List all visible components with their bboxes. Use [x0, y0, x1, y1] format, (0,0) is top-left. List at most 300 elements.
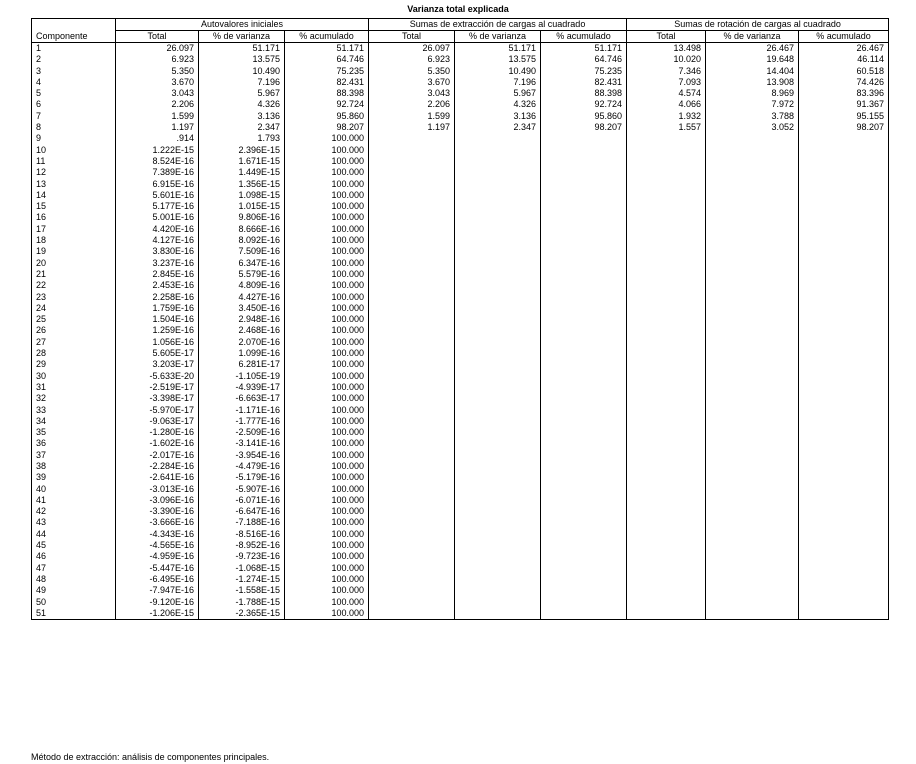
table-cell: 100.000 [285, 540, 369, 551]
table-cell [541, 212, 627, 223]
table-cell: 4.574 [627, 88, 706, 99]
table-cell [627, 179, 706, 190]
table-cell [627, 416, 706, 427]
table-cell: 1.932 [627, 111, 706, 122]
table-cell: -1.558E-15 [199, 585, 285, 596]
table-cell [799, 608, 889, 620]
table-cell [369, 506, 455, 517]
component-number-cell: 19 [36, 246, 47, 257]
table-cell [541, 597, 627, 608]
table-row [32, 212, 889, 223]
table-cell [627, 540, 706, 551]
table-cell: 5.177E-16 [116, 201, 199, 212]
component-number-cell: 10 [36, 144, 47, 155]
table-row [32, 382, 889, 393]
table-row [32, 348, 889, 359]
table-cell: 100.000 [285, 348, 369, 359]
table-cell [627, 495, 706, 506]
component-number-cell: 21 [36, 268, 47, 279]
component-number-cell: 51 [36, 607, 47, 618]
table-cell: 100.000 [285, 371, 369, 382]
component-number-cell: 45 [36, 540, 47, 551]
table-cell [799, 179, 889, 190]
table-cell: 1.222E-15 [116, 145, 199, 156]
table-cell [455, 529, 541, 540]
table-cell: -9.063E-17 [116, 416, 199, 427]
table-cell: 100.000 [285, 292, 369, 303]
table-cell: 51.171 [455, 43, 541, 55]
table-cell: 100.000 [285, 314, 369, 325]
table-cell: 100.000 [285, 179, 369, 190]
table-cell [541, 495, 627, 506]
table-cell [369, 269, 455, 280]
table-row [32, 495, 889, 506]
table-cell: 100.000 [285, 212, 369, 223]
table-cell: 3.450E-16 [199, 303, 285, 314]
table-cell: 2.206 [116, 99, 199, 110]
table-cell [706, 574, 799, 585]
table-cell: -1.788E-15 [199, 597, 285, 608]
table-cell [455, 597, 541, 608]
table-cell: 26.467 [706, 43, 799, 55]
table-cell [627, 325, 706, 336]
table-cell [369, 597, 455, 608]
table-cell [369, 563, 455, 574]
table-cell [455, 303, 541, 314]
table-cell [541, 190, 627, 201]
table-row [32, 416, 889, 427]
table-cell [369, 348, 455, 359]
table-cell [799, 280, 889, 291]
table-cell [541, 438, 627, 449]
table-cell: 100.000 [285, 224, 369, 235]
component-number-cell: 41 [36, 494, 47, 505]
table-cell [706, 484, 799, 495]
table-cell: 100.000 [285, 235, 369, 246]
table-cell: 26.097 [116, 43, 199, 55]
table-cell [627, 405, 706, 416]
table-cell [455, 292, 541, 303]
table-cell: 100.000 [285, 529, 369, 540]
table-cell: -6.663E-17 [199, 393, 285, 404]
table-cell [541, 608, 627, 620]
table-cell [455, 258, 541, 269]
table-cell [627, 517, 706, 528]
component-number-cell: 30 [36, 370, 47, 381]
table-cell [369, 179, 455, 190]
table-cell: 7.346 [627, 66, 706, 77]
table-cell: 3.670 [116, 77, 199, 88]
table-cell [455, 495, 541, 506]
table-cell: 100.000 [285, 393, 369, 404]
table-cell [369, 167, 455, 178]
table-cell: 51.171 [285, 43, 369, 55]
table-cell [369, 472, 455, 483]
table-row [32, 190, 889, 201]
table-cell: 1.599 [369, 111, 455, 122]
table-cell: 8.524E-16 [116, 156, 199, 167]
table-cell: 82.431 [541, 77, 627, 88]
table-cell [706, 405, 799, 416]
table-cell: 3.830E-16 [116, 246, 199, 257]
table-cell [541, 280, 627, 291]
table-cell: 100.000 [285, 563, 369, 574]
table-cell [706, 348, 799, 359]
table-cell [706, 337, 799, 348]
table-row [32, 66, 889, 77]
table-cell [541, 337, 627, 348]
component-number-cell: 6 [36, 99, 42, 110]
table-cell [541, 179, 627, 190]
group-header-rotation-sums: Sumas de rotación de cargas al cuadrado [627, 19, 889, 31]
table-cell [706, 393, 799, 404]
table-cell: 3.136 [455, 111, 541, 122]
table-row [32, 258, 889, 269]
table-cell [706, 303, 799, 314]
table-cell [541, 529, 627, 540]
table-cell: 5.967 [199, 88, 285, 99]
component-number-cell: 24 [36, 302, 47, 313]
table-cell [541, 450, 627, 461]
table-cell [541, 145, 627, 156]
table-cell [627, 438, 706, 449]
table-cell [799, 529, 889, 540]
table-row [32, 551, 889, 562]
component-number-cell: 43 [36, 517, 47, 528]
table-cell [799, 269, 889, 280]
table-row [32, 303, 889, 314]
table-cell: -3.390E-16 [116, 506, 199, 517]
table-cell: 98.207 [799, 122, 889, 133]
table-cell: 4.066 [627, 99, 706, 110]
component-number-cell: 28 [36, 348, 47, 359]
table-cell [541, 461, 627, 472]
table-cell: 100.000 [285, 246, 369, 257]
table-cell: 88.398 [541, 88, 627, 99]
table-cell [369, 461, 455, 472]
component-number-cell: 8 [36, 122, 42, 133]
table-cell [455, 224, 541, 235]
table-cell: 100.000 [285, 484, 369, 495]
table-cell: -1.777E-16 [199, 416, 285, 427]
component-number-cell: 9 [36, 133, 42, 144]
table-cell: 2.468E-16 [199, 325, 285, 336]
table-cell [369, 495, 455, 506]
table-cell: 92.724 [285, 99, 369, 110]
component-number-cell: 46 [36, 551, 47, 562]
component-number-cell: 22 [36, 280, 47, 291]
table-title: Varianza total explicada [407, 4, 509, 14]
table-cell [799, 246, 889, 257]
table-cell [369, 325, 455, 336]
component-number-cell: 12 [36, 167, 47, 178]
table-cell [455, 540, 541, 551]
table-cell [455, 393, 541, 404]
table-cell [369, 314, 455, 325]
component-number-cell: 16 [36, 212, 47, 223]
table-cell [799, 416, 889, 427]
table-cell [627, 337, 706, 348]
table-cell: 1.793 [199, 133, 285, 144]
table-cell: -3.141E-16 [199, 438, 285, 449]
table-cell [455, 371, 541, 382]
table-cell: 1.056E-16 [116, 337, 199, 348]
table-cell [799, 517, 889, 528]
table-cell: 13.908 [706, 77, 799, 88]
table-cell: 100.000 [285, 585, 369, 596]
component-number-cell: 47 [36, 562, 47, 573]
table-row [32, 529, 889, 540]
table-cell: -2.509E-16 [199, 427, 285, 438]
table-cell [541, 574, 627, 585]
table-cell [541, 517, 627, 528]
component-number-cell: 1 [36, 43, 42, 53]
component-number-cell: 42 [36, 506, 47, 517]
component-number-cell: 35 [36, 427, 47, 438]
table-cell: -5.447E-16 [116, 563, 199, 574]
table-cell [799, 235, 889, 246]
table-cell [799, 325, 889, 336]
table-cell [799, 382, 889, 393]
table-cell [455, 484, 541, 495]
table-cell [706, 359, 799, 370]
table-cell [706, 235, 799, 246]
table-cell: 74.426 [799, 77, 889, 88]
table-cell [369, 438, 455, 449]
table-cell [455, 506, 541, 517]
table-cell [369, 450, 455, 461]
table-cell [627, 133, 706, 144]
table-cell [627, 574, 706, 585]
table-cell: 64.746 [285, 54, 369, 65]
table-cell: -1.171E-16 [199, 405, 285, 416]
table-row [32, 371, 889, 382]
table-cell [455, 438, 541, 449]
table-cell [541, 585, 627, 596]
table-cell: 100.000 [285, 608, 369, 620]
table-cell [706, 314, 799, 325]
table-cell [799, 212, 889, 223]
table-cell [369, 382, 455, 393]
table-row [32, 517, 889, 528]
col-header-total: Total [369, 31, 455, 43]
table-cell: 2.453E-16 [116, 280, 199, 291]
table-cell [455, 314, 541, 325]
component-number-cell: 50 [36, 596, 47, 607]
table-cell: 7.972 [706, 99, 799, 110]
table-cell: 95.155 [799, 111, 889, 122]
table-cell [706, 145, 799, 156]
table-cell [706, 472, 799, 483]
table-cell [627, 506, 706, 517]
table-row [32, 427, 889, 438]
table-cell [455, 359, 541, 370]
table-cell: 1.099E-16 [199, 348, 285, 359]
table-cell: 100.000 [285, 506, 369, 517]
table-cell: -2.017E-16 [116, 450, 199, 461]
table-cell [627, 585, 706, 596]
table-cell [455, 167, 541, 178]
table-cell [706, 438, 799, 449]
table-cell [369, 156, 455, 167]
table-cell [627, 371, 706, 382]
table-cell [706, 224, 799, 235]
table-cell: -3.666E-16 [116, 517, 199, 528]
table-cell [541, 484, 627, 495]
table-cell [799, 551, 889, 562]
table-row [32, 563, 889, 574]
table-cell: 100.000 [285, 359, 369, 370]
table-cell: 8.969 [706, 88, 799, 99]
table-cell [799, 427, 889, 438]
table-cell: 1.259E-16 [116, 325, 199, 336]
col-header-pct-variance: % de varianza [199, 31, 285, 43]
table-cell: 13.575 [455, 54, 541, 65]
table-cell [541, 540, 627, 551]
table-cell: 2.948E-16 [199, 314, 285, 325]
table-cell: 100.000 [285, 597, 369, 608]
table-cell [455, 201, 541, 212]
table-cell [799, 597, 889, 608]
table-cell: 88.398 [285, 88, 369, 99]
table-cell: 100.000 [285, 495, 369, 506]
table-cell [369, 303, 455, 314]
table-row [32, 359, 889, 370]
table-cell: -5.633E-20 [116, 371, 199, 382]
table-cell [455, 608, 541, 620]
table-cell [541, 427, 627, 438]
table-cell: 26.097 [369, 43, 455, 55]
col-header-pct-variance: % de varianza [455, 31, 541, 43]
table-cell [799, 540, 889, 551]
component-number-cell: 17 [36, 223, 47, 234]
table-cell [706, 529, 799, 540]
table-cell: 13.498 [627, 43, 706, 55]
component-number-cell: 20 [36, 257, 47, 268]
table-cell: 19.648 [706, 54, 799, 65]
table-cell [799, 224, 889, 235]
component-number-cell: 44 [36, 528, 47, 539]
table-row [32, 461, 889, 472]
table-cell [369, 574, 455, 585]
table-cell: 100.000 [285, 258, 369, 269]
table-row [32, 540, 889, 551]
table-row [32, 472, 889, 483]
table-cell: 9.806E-16 [199, 212, 285, 223]
table-cell: 83.396 [799, 88, 889, 99]
table-cell: 3.203E-17 [116, 359, 199, 370]
table-cell [369, 585, 455, 596]
table-cell [541, 224, 627, 235]
table-cell [369, 235, 455, 246]
table-cell: 5.001E-16 [116, 212, 199, 223]
component-number-cell: 32 [36, 393, 47, 404]
table-cell: 95.860 [541, 111, 627, 122]
table-cell: -6.071E-16 [199, 495, 285, 506]
table-cell: 10.490 [199, 66, 285, 77]
table-cell: 2.347 [455, 122, 541, 133]
table-cell: 75.235 [285, 66, 369, 77]
table-cell: 3.237E-16 [116, 258, 199, 269]
table-cell: -5.179E-16 [199, 472, 285, 483]
table-cell [627, 292, 706, 303]
table-cell: -9.120E-16 [116, 597, 199, 608]
table-cell [627, 145, 706, 156]
table-row [32, 235, 889, 246]
table-row [32, 122, 889, 133]
component-number-cell: 34 [36, 415, 47, 426]
table-cell [541, 371, 627, 382]
table-row [32, 77, 889, 88]
table-cell: 2.396E-15 [199, 145, 285, 156]
table-cell [541, 325, 627, 336]
table-cell: 95.860 [285, 111, 369, 122]
table-cell: -2.365E-15 [199, 608, 285, 620]
table-cell [541, 359, 627, 370]
table-cell [369, 133, 455, 144]
table-cell [369, 201, 455, 212]
table-cell [455, 156, 541, 167]
table-cell [369, 359, 455, 370]
table-cell: -1.280E-16 [116, 427, 199, 438]
table-cell: -7.947E-16 [116, 585, 199, 596]
table-cell [799, 472, 889, 483]
table-row [32, 145, 889, 156]
table-cell: 75.235 [541, 66, 627, 77]
component-number-cell: 23 [36, 291, 47, 302]
table-cell: -1.206E-15 [116, 608, 199, 620]
table-cell: 98.207 [285, 122, 369, 133]
table-row [32, 201, 889, 212]
table-cell: 82.431 [285, 77, 369, 88]
extraction-method-footnote: Método de extracción: análisis de componentes principales. [31, 752, 270, 762]
component-number-cell: 4 [36, 76, 42, 87]
table-cell: 7.093 [627, 77, 706, 88]
table-row [32, 506, 889, 517]
table-cell: -2.284E-16 [116, 461, 199, 472]
table-cell: 7.509E-16 [199, 246, 285, 257]
table-cell: -2.519E-17 [116, 382, 199, 393]
table-cell: 5.601E-16 [116, 190, 199, 201]
table-cell: 1.015E-15 [199, 201, 285, 212]
table-cell [541, 292, 627, 303]
table-cell [706, 506, 799, 517]
table-cell [799, 156, 889, 167]
table-cell [541, 303, 627, 314]
table-cell [541, 167, 627, 178]
table-row [32, 111, 889, 122]
row-header-componente: Componente [32, 19, 116, 43]
col-header-pct-cumulative: % acumulado [541, 31, 627, 43]
table-cell [455, 235, 541, 246]
table-cell [799, 461, 889, 472]
table-cell [799, 484, 889, 495]
col-header-pct-variance: % de varianza [706, 31, 799, 43]
table-cell: 100.000 [285, 167, 369, 178]
component-number-cell: 13 [36, 178, 47, 189]
table-row [32, 269, 889, 280]
table-cell: 100.000 [285, 461, 369, 472]
table-cell: 5.350 [116, 66, 199, 77]
table-cell [799, 371, 889, 382]
table-cell: -1.602E-16 [116, 438, 199, 449]
table-cell [455, 133, 541, 144]
col-header-total: Total [116, 31, 199, 43]
table-cell: 3.043 [369, 88, 455, 99]
table-cell: -4.565E-16 [116, 540, 199, 551]
col-header-pct-cumulative: % acumulado [285, 31, 369, 43]
table-cell [541, 235, 627, 246]
